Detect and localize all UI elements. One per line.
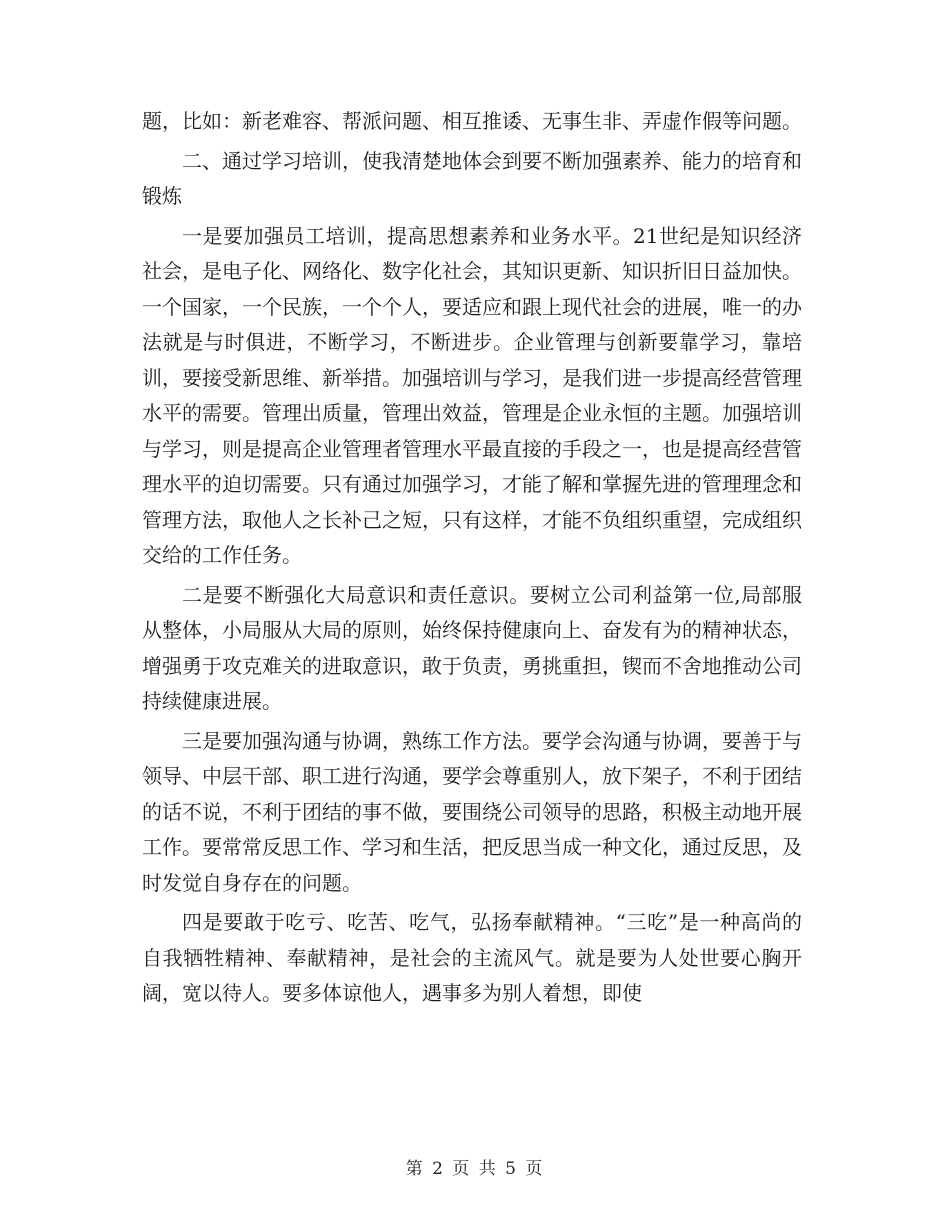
document-body [142, 104, 802, 1012]
page-number-footer: 第 2 页 共 5 页 [405, 1159, 545, 1179]
paragraph-3: 一是要加强员工培训，提高思想素养和业务水平。21世纪是知识经济社会，是电子化、网络化、数字化社会，其知识更新、知识折旧日益加快。一个国家，一个民族，一个个人，要适应和跟上现代社会的进展，唯一的办法就是与时俱进，不断学习，不断进步。企业管理与创新要靠学习，靠培训，要接受新思维、新举措。加强培训与学习，是我们进一步提高经营管理水平的需要。管理出质量，管理出效益，管理是企业永恒的主题。加强培训与学习，则是提高企业管理者管理水平最直接的手段之一，也是提高经营管理水平的迫切需要。只有通过加强学习，才能了解和掌握先进的管理理念和管理方法，取他人之长补己之短，只有这样，才能不负组织重望，完成组织交给的工作任务。 [142, 223, 802, 567]
paragraph-5: 三是要加强沟通与协调，熟练工作方法。要学会沟通与协调，要善于与领导、中层干部、职工进行沟通，要学会尊重别人，放下架子，不利于团结的话不说，不利于团结的事不做，要围绕公司领导的思路，积极主动地开展工作。要常常反思工作、学习和生活，把反思当成一种文化，通过反思，及时发觉自身存在的问题。 [142, 728, 802, 895]
paragraph-6: 四是要敢于吃亏、吃苦、吃气，弘扬奉献精神。“三吃”是一种高尚的自我牺牲精神、奉献精神，是社会的主流风气。就是要为人处世要心胸开阔，宽以待人。要多体谅他人，遇事多为别人着想，即使 [142, 910, 802, 1005]
paragraph-4: 二是要不断强化大局意识和责任意识。要树立公司利益第一位,局部服从整体，小局服从大局的原则，始终保持健康向上、奋发有为的精神状态，增强勇于攻克难关的进取意识，敢于负责，勇挑重担，锲而不舍地推动公司持续健康进展。 [142, 582, 802, 713]
paragraph-2-heading: 二、通过学习培训，使我清楚地体会到要不断加强素养、能力的培育和锻炼 [142, 148, 802, 208]
paragraph-1: 题，比如：新老难容、帮派问题、相互推诿、无事生非、弄虚作假等问题。 [142, 109, 802, 133]
